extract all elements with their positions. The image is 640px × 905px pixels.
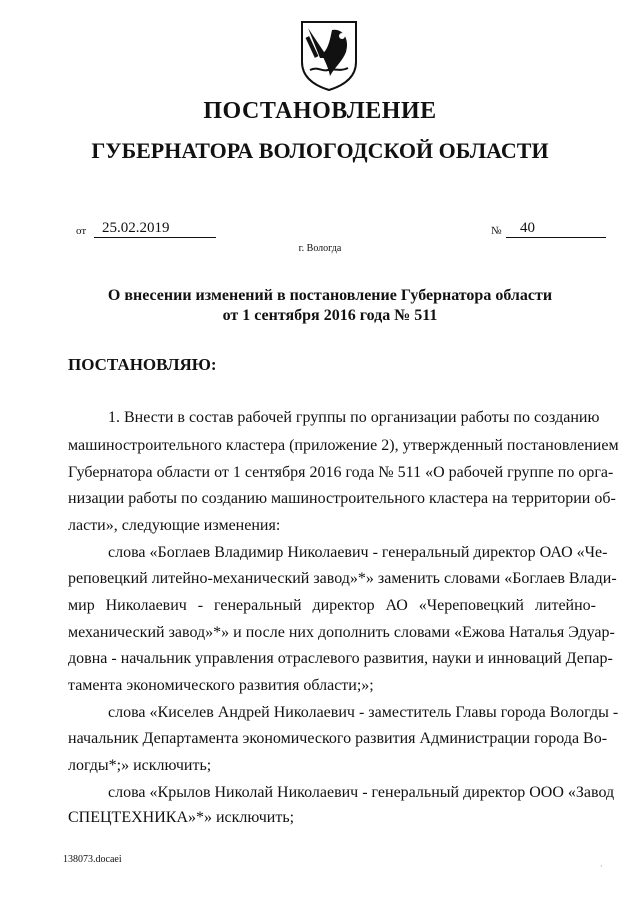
body-line: слова «Крылов Николай Николаевич - генеральный директор ООО «Завод	[108, 784, 615, 801]
body-line: низации работы по созданию машиностроительного кластера на территории об-	[68, 490, 616, 507]
number-label: №	[491, 225, 502, 237]
file-reference: 138073.docaei	[63, 854, 122, 865]
body-line: Губернатора области от 1 сентября 2016 года № 511 «О рабочей группе по орга-	[68, 464, 614, 481]
coat-of-arms-icon	[298, 18, 360, 92]
margin-mark: ·	[600, 862, 603, 871]
date-label: от	[76, 225, 87, 237]
body-line: ласти», следующие изменения:	[68, 517, 281, 534]
body-line: СПЕЦТЕХНИКА»*» исключить;	[68, 809, 295, 826]
subject-line: О внесении изменений в постановление Губернатора области	[107, 287, 553, 304]
document-subject	[60, 286, 600, 326]
body-line: начальник Департамента экономического развития Администрации города Во-	[68, 730, 608, 747]
body-line: слова «Боглаев Владимир Николаевич - генеральный директор ОАО «Че-	[108, 544, 608, 561]
body-line: механический завод»*» и после них дополнить словами «Ежова Наталья Эдуар-	[68, 624, 615, 641]
body-line: тамента экономического развития области;»;	[68, 677, 374, 694]
body-line: 1. Внести в состав рабочей группы по организации работы по созданию	[108, 409, 600, 426]
subject-line: от 1 сентября 2016 года № 511	[222, 307, 438, 324]
body-line: мир Николаевич - генеральный директор АО «Череповецкий литейно-	[68, 597, 596, 614]
body-line: слова «Киселев Андрей Николаевич - заместитель Главы города Вологды -	[108, 704, 619, 721]
body-line: реповецкий литейно-механический завод»*» заменить словами «Боглаев Влади-	[68, 570, 617, 587]
document-date: 25.02.2019	[94, 220, 216, 238]
document-title: ПОСТАНОВЛЕНИЕ	[203, 98, 437, 124]
decree-heading: ПОСТАНОВЛЯЮ:	[68, 355, 217, 374]
document-number: 40	[506, 220, 606, 238]
body-line: машиностроительного кластера (приложение 2), утвержденный постановлением	[68, 437, 619, 454]
body-line: довна - начальник управления отраслевого развития, науки и инноваций Депар-	[68, 650, 613, 667]
city-label: г. Вологда	[298, 243, 342, 254]
body-line: логды*;» исключить;	[68, 757, 212, 774]
document-issuer: ГУБЕРНАТОРА ВОЛОГОДСКОЙ ОБЛАСТИ	[91, 138, 549, 163]
